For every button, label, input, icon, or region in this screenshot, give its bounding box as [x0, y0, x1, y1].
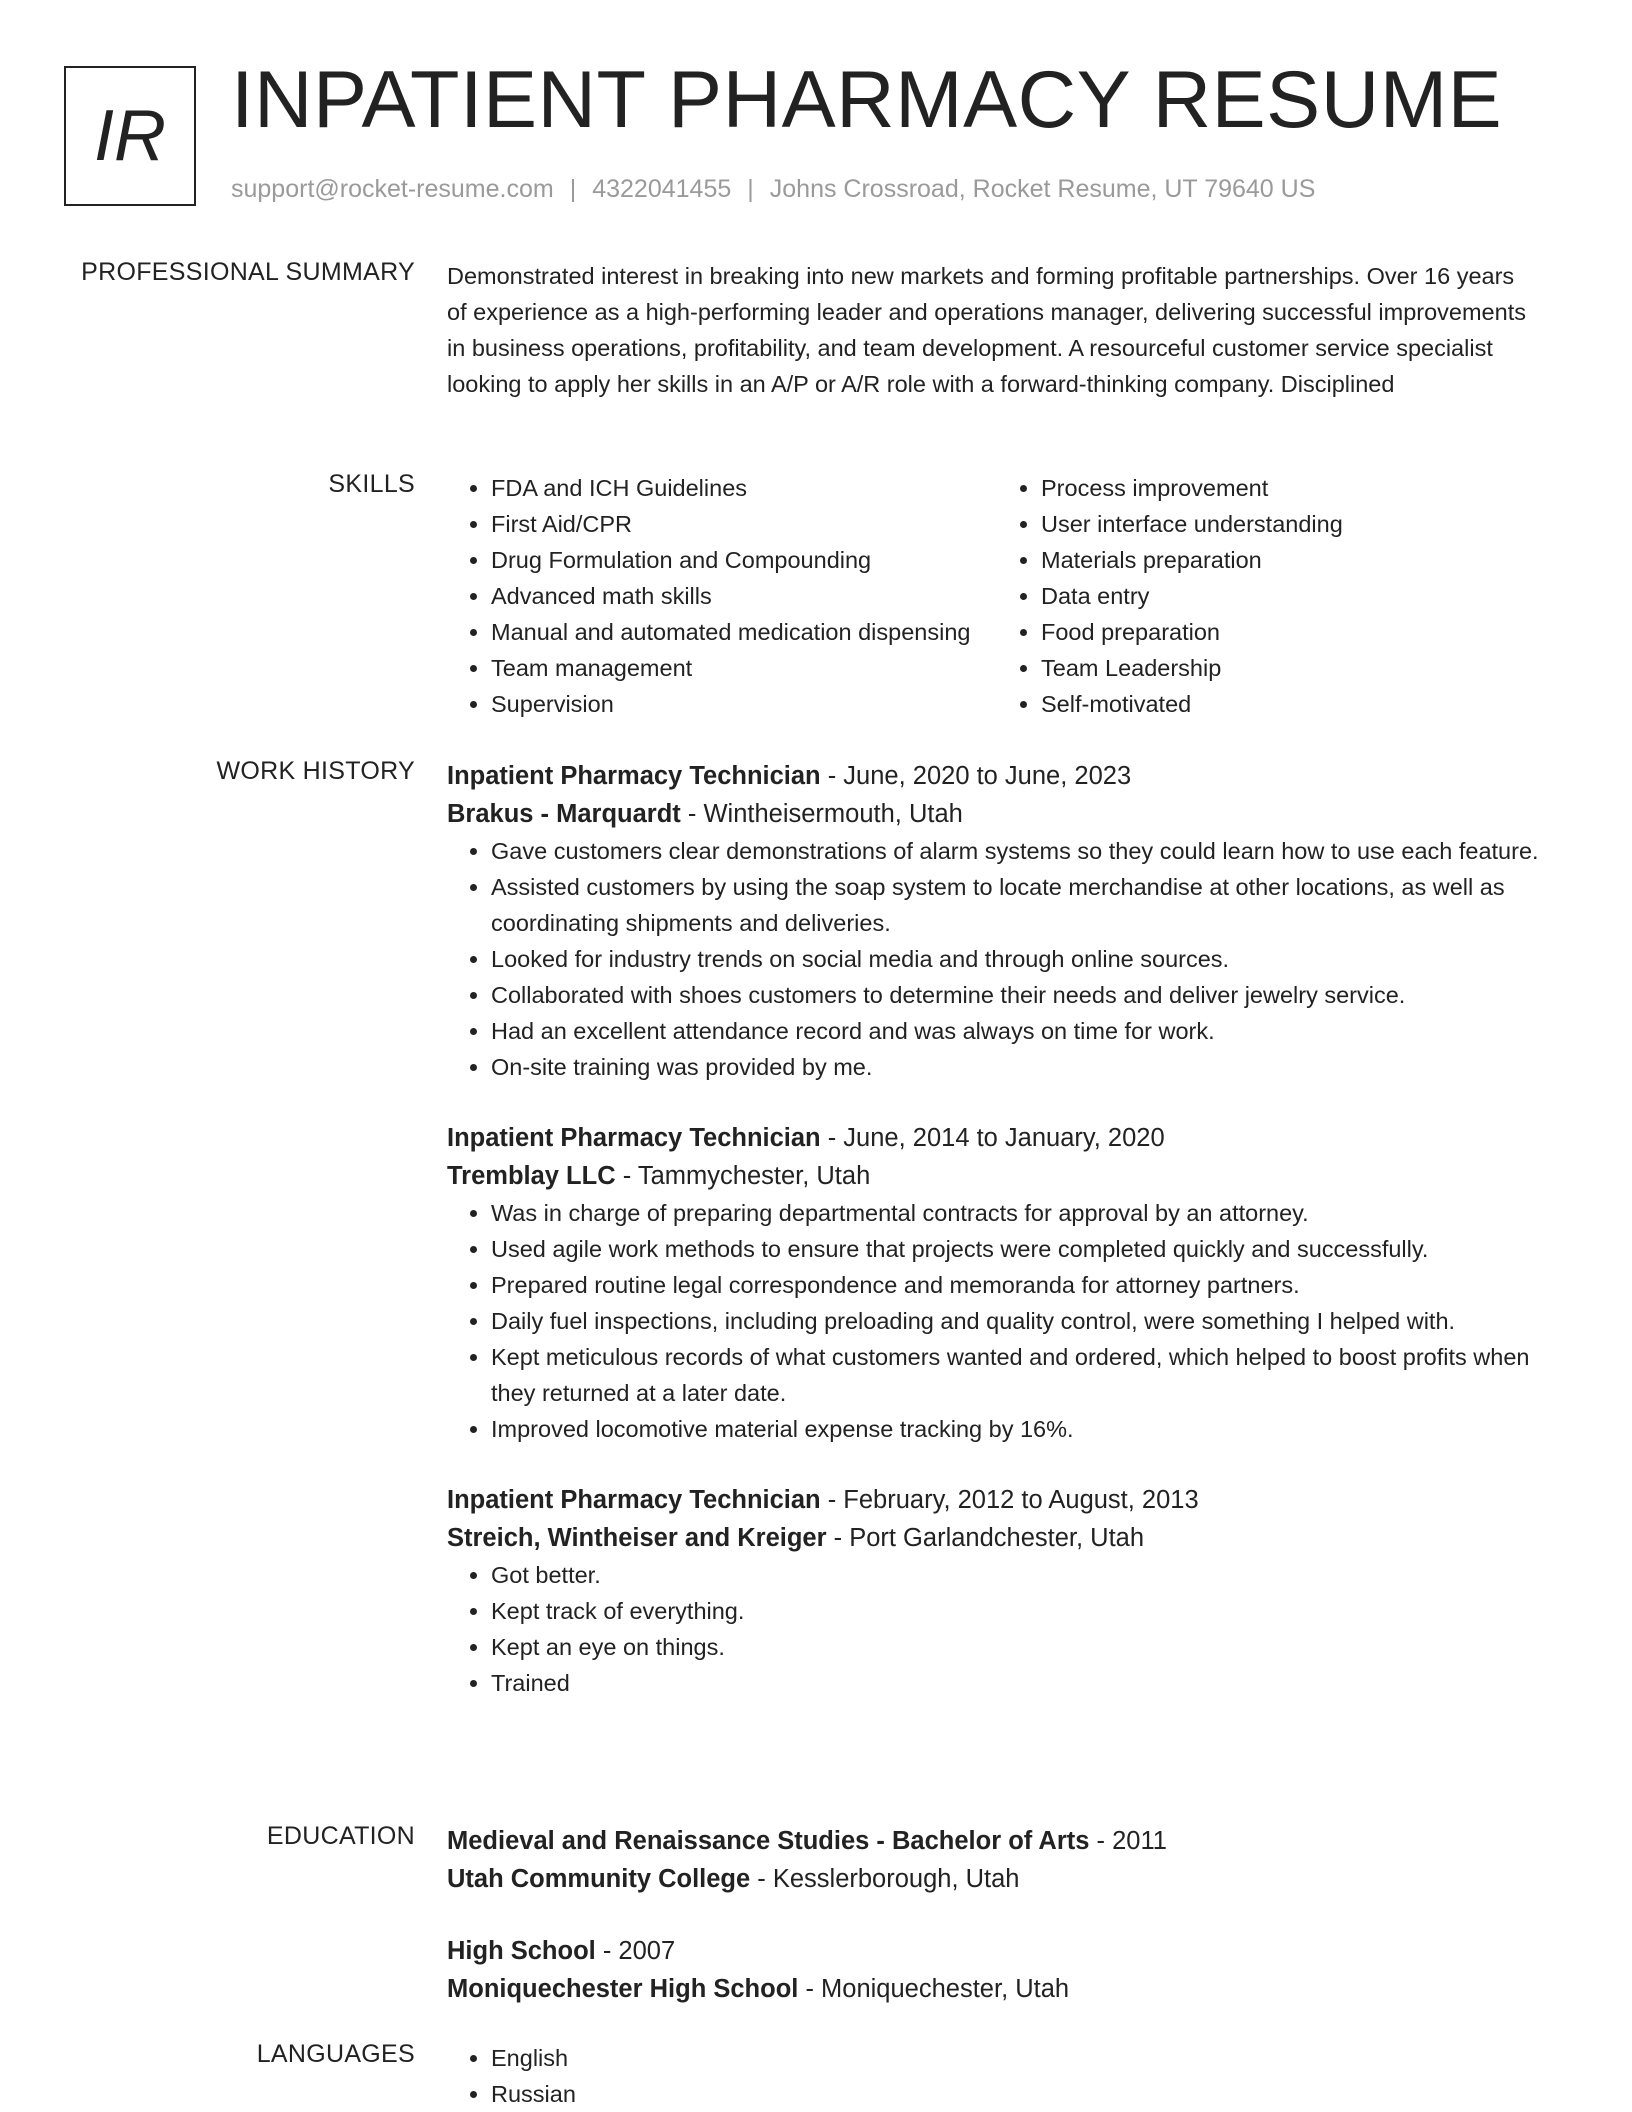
contact-line — [231, 175, 1315, 204]
skill-item: • Food preparation — [1041, 614, 1547, 650]
education-school-line — [447, 1970, 1547, 2008]
section-label-skills: SKILLS — [328, 470, 415, 498]
language-item: • Russian — [491, 2076, 1547, 2112]
job-title-line — [447, 757, 1547, 795]
skill-item: • Process improvement — [1041, 470, 1547, 506]
job-entry — [447, 757, 1547, 1085]
monogram-logo: IR — [64, 66, 196, 206]
job-title-line — [447, 1481, 1547, 1519]
job-company: Brakus - Marquardt — [447, 800, 681, 828]
contact-separator: | — [569, 175, 577, 203]
job-company: Tremblay LLC — [447, 1162, 616, 1190]
skill-item: • User interface understanding — [1041, 506, 1547, 542]
job-duty: • Kept track of everything. — [491, 1593, 1547, 1629]
job-location: - Wintheisermouth, Utah — [680, 800, 963, 828]
job-duties — [447, 833, 1547, 1085]
skill-item: • Data entry — [1041, 578, 1547, 614]
job-duty: • Was in charge of preparing departmental contracts for approval by an attorney. — [491, 1195, 1547, 1231]
job-duty: • Kept meticulous records of what customers wanted and ordered, which helped to boost profits when they returned at a later date. — [491, 1339, 1547, 1411]
job-duty: • Gave customers clear demonstrations of alarm systems so they could learn how to use each feature. — [491, 833, 1547, 869]
job-duty: • Prepared routine legal correspondence and memoranda for attorney partners. — [491, 1267, 1547, 1303]
skill-item: • Supervision — [491, 686, 997, 722]
education-degree-line — [447, 1932, 1547, 1970]
job-company: Streich, Wintheiser and Kreiger — [447, 1524, 827, 1552]
job-entry — [447, 1481, 1547, 1701]
job-duty: • Kept an eye on things. — [491, 1629, 1547, 1665]
skill-item: • Manual and automated medication dispensing — [491, 614, 997, 650]
section-label-education: EDUCATION — [266, 1822, 415, 1850]
job-company-line — [447, 1157, 1547, 1195]
job-duty: • On-site training was provided by me. — [491, 1049, 1547, 1085]
skill-item: • Advanced math skills — [491, 578, 997, 614]
education-year: - 2007 — [595, 1937, 676, 1965]
job-duty: • Looked for industry trends on social media and through online sources. — [491, 941, 1547, 977]
summary-text: Demonstrated interest in breaking into new markets and forming profitable partnerships. Over 16 years of experience as a high-performing leader and operations manager, delivering successful improvements in business operations, profitability, and team development. A resourceful customer service specialist looking to apply her skills in an A/P or A/R role with a forward-thinking company. Disciplined — [447, 263, 1526, 397]
skill-item: • First Aid/CPR — [491, 506, 997, 542]
skills-list-left — [447, 470, 997, 722]
skill-item: • Self-motivated — [1041, 686, 1547, 722]
section-label-summary: PROFESSIONAL SUMMARY — [81, 258, 415, 286]
contact-address: Johns Crossroad, Rocket Resume, UT 79640 US — [769, 175, 1316, 203]
skill-item: • FDA and ICH Guidelines — [491, 470, 997, 506]
contact-phone[interactable]: 4322041455 — [592, 175, 732, 203]
job-company-line — [447, 795, 1547, 833]
skill-item: • Drug Formulation and Compounding — [491, 542, 997, 578]
job-company-line — [447, 1519, 1547, 1557]
job-duty: • Had an excellent attendance record and was always on time for work. — [491, 1013, 1547, 1049]
education-school: Utah Community College — [447, 1865, 751, 1893]
job-duty: • Got better. — [491, 1557, 1547, 1593]
job-title: Inpatient Pharmacy Technician — [447, 762, 821, 790]
skill-item: • Team Leadership — [1041, 650, 1547, 686]
skill-item: • Team management — [491, 650, 997, 686]
section-label-languages: LANGUAGES — [256, 2040, 415, 2068]
education-location: - Moniquechester, Utah — [798, 1975, 1070, 2003]
job-duty: • Assisted customers by using the soap system to locate merchandise at other locations, as well as coordinating shipments and deliveries. — [491, 869, 1547, 941]
job-location: - Tammychester, Utah — [615, 1162, 871, 1190]
education-location: - Kesslerborough, Utah — [750, 1865, 1020, 1893]
job-duty: • Daily fuel inspections, including preloading and quality control, were something I helped with. — [491, 1303, 1547, 1339]
languages-list — [447, 2040, 1547, 2112]
education-entry — [447, 1932, 1547, 2008]
job-duty: • Used agile work methods to ensure that projects were completed quickly and successfully. — [491, 1231, 1547, 1267]
language-item: • English — [491, 2040, 1547, 2076]
job-duties — [447, 1557, 1547, 1701]
job-dates: - June, 2020 to June, 2023 — [820, 762, 1132, 790]
contact-separator: | — [747, 175, 754, 203]
page-title: INPATIENT PHARMACY RESUME — [231, 55, 1503, 145]
skill-item: • Materials preparation — [1041, 542, 1547, 578]
job-title: Inpatient Pharmacy Technician — [447, 1124, 821, 1152]
education-school-line — [447, 1860, 1547, 1898]
education-school: Moniquechester High School — [447, 1975, 799, 2003]
job-title: Inpatient Pharmacy Technician — [447, 1486, 821, 1514]
job-duty: • Improved locomotive material expense tracking by 16%. — [491, 1411, 1547, 1447]
job-title-line — [447, 1119, 1547, 1157]
education-entry — [447, 1822, 1547, 1898]
job-entry — [447, 1119, 1547, 1447]
job-duty: • Trained — [491, 1665, 1547, 1701]
education-year: - 2011 — [1089, 1827, 1167, 1855]
section-label-work: WORK HISTORY — [216, 757, 415, 785]
job-duties — [447, 1195, 1547, 1447]
job-location: - Port Garlandchester, Utah — [826, 1524, 1145, 1552]
education-degree-line — [447, 1822, 1547, 1860]
education-degree: Medieval and Renaissance Studies - Bachelor of Arts — [447, 1827, 1090, 1855]
job-dates: - June, 2014 to January, 2020 — [820, 1124, 1165, 1152]
contact-email[interactable]: support@rocket-resume.com — [231, 175, 554, 203]
job-dates: - February, 2012 to August, 2013 — [820, 1486, 1199, 1514]
job-duty: • Collaborated with shoes customers to determine their needs and deliver jewelry service. — [491, 977, 1547, 1013]
education-degree: High School — [447, 1937, 596, 1965]
skills-list-right — [997, 470, 1547, 722]
